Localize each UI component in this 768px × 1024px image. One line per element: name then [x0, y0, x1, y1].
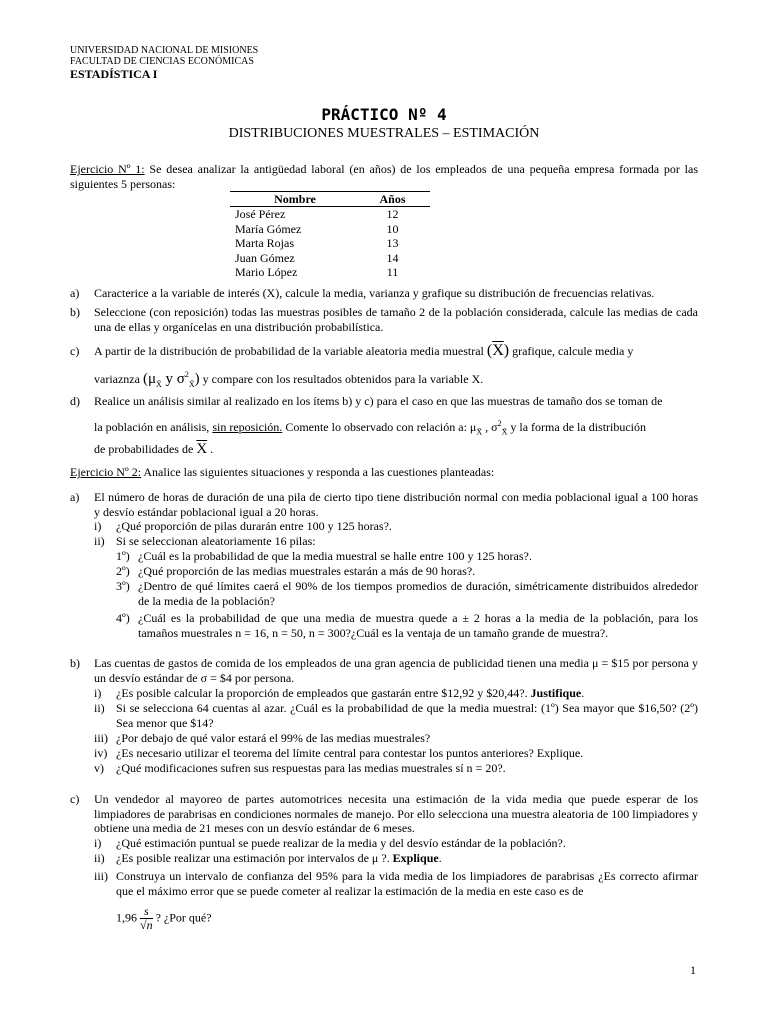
- ex2-c-iii-text: Construya un intervalo de confianza del 95% para la vida media de los limpiadores de parabrisas ¿Es correcto afirmar que el máximo error que se puede cometer al realizar la estimación de la media en este caso es de: [116, 869, 698, 898]
- table-row: [230, 236, 430, 251]
- item-b-text: Seleccione (con reposición) todas las muestras posibles de tamaño 2 de la población considerada, calcule las medias de cada una de ellas y organícelas en una distribución probabilística.: [94, 305, 698, 334]
- faculty-name: FACULTAD DE CIENCIAS ECONÓMICAS: [70, 56, 254, 67]
- item-c-line2: [94, 368, 698, 393]
- exercise-1-intro: [70, 162, 698, 191]
- xbar-symbol-2: $\overline{X}$: [196, 441, 208, 457]
- ex2-b-text: Las cuentas de gastos de comida de los empleados de una gran agencia de publicidad tienen una media μ = $15 por persona y un desvío estándar de σ = $4 por persona.: [94, 656, 698, 685]
- ex2-b-v-text: ¿Qué modificaciones sufren sus respuestas para las medias muestrales sí n = 20?.: [116, 761, 506, 775]
- item-c-text-3: variaznza: [94, 372, 140, 386]
- ex2-c-text: Un vendedor al mayoreo de partes automotrices necesita una estimación de la vida media que puede esperar de los limpiadores de parabrisas en condiciones normales de manejo. Por ello selecciona una muestra aleatoria de 100 limpiadores y obtiene una media de 21 meses con un desvío estándar de 6 meses.: [94, 792, 698, 835]
- ex2-a-ii-label: ii): [94, 534, 105, 548]
- item-c-text-4: y compare con los resultados obtenidos para la variable X.: [202, 372, 484, 386]
- item-d-text-6: de probabilidades de: [94, 442, 194, 456]
- column-header-years: Años: [355, 192, 430, 207]
- d-symbols: $\mu_{X̄}$ , $\sigma^2_{X̄}$: [469, 419, 508, 437]
- table-cell-name: María Gómez: [235, 221, 302, 236]
- formula-fraction: [140, 905, 153, 932]
- item-d-line1: Realice un análisis similar al realizado en los ítems b) y c) para el caso en que las muestras de tamaño dos se toman de: [94, 394, 663, 408]
- ex2-b-ii-label: ii): [94, 701, 105, 715]
- ex2-c-ii-line: ¿Es posible realizar una estimación por intervalos de μ ?. Explique.: [116, 851, 442, 865]
- ex2-a-sub4-text: ¿Cuál es la probabilidad de que una media de muestra quede a ± 2 horas a la media de la población, para los tamaños muestrales n = 16, n = 50, n = 300?¿Cuál es la ventaja de un tamaño grande de muestra?.: [138, 611, 698, 640]
- ex2-a-sub4-label: 4º): [116, 611, 130, 625]
- ex2-c-ii-bold: Explique: [392, 851, 439, 865]
- table-row: [230, 265, 430, 280]
- ex2-a-sub3-label: 3º): [116, 579, 130, 593]
- ex2-b-i-text: ¿Es posible calcular la proporción de empleados que gastarán entre $12,92 y $20,44?.: [116, 686, 528, 700]
- ex2-b-v-label: v): [94, 761, 104, 775]
- page-number: 1: [690, 963, 696, 977]
- ex2-a-sub3-text: ¿Dentro de qué límites caerá el 90% de los tiempos promedios de duración, simétricamente distribuidos alrededor de la media de la población?: [138, 579, 698, 608]
- ex2-b-iii-text: ¿Por debajo de qué valor estará el 99% de las medias muestrales?: [116, 731, 431, 745]
- exercise-1-text: Se desea analizar la antigüedad laboral (en años) de los empleados de una pequeña empresa formada por las siguientes 5 personas:: [70, 162, 698, 191]
- table-cell-name: Juan Gómez: [235, 250, 295, 265]
- ex2-a-sub1-label: 1º): [116, 549, 130, 563]
- ex2-b-ii-text: Si se selecciona 64 cuentas al azar. ¿Cuál es la probabilidad de que la media muestral: (1º) Sea mayor que $16,50? (2º) Sea menor que $14?: [116, 701, 698, 730]
- ex2-a-i-text: ¿Qué proporción de pilas durarán entre 100 y 125 horas?.: [116, 519, 392, 533]
- ex2-a-text: El número de horas de duración de una pila de cierto tipo tiene distribución normal con media poblacional igual a 100 horas y desvío estándar poblacional igual a 20 horas.: [94, 490, 698, 519]
- table-cell-name: Mario López: [235, 265, 298, 279]
- ex2-b-i-label: i): [94, 686, 102, 700]
- ex2-c-i-text: ¿Qué estimación puntual se puede realizar de la media y del desvío estándar de la población?.: [116, 836, 566, 850]
- ex2-a-ii-text: Si se seleccionan aleatoriamente 16 pilas:: [116, 534, 316, 548]
- table-cell-name: José Pérez: [235, 207, 286, 221]
- exercise-2-text: Analice las siguientes situaciones y responda a las cuestiones planteadas:: [141, 465, 495, 479]
- item-c-text-2: grafique, calcule media y: [512, 344, 634, 358]
- exercise-1-heading: Ejercicio Nº 1:: [70, 162, 145, 176]
- page-subtitle: DISTRIBUCIONES MUESTRALES – ESTIMACIÓN: [228, 126, 540, 141]
- ex2-b-iv-text: ¿Es necesario utilizar el teorema del límite central para contestar los puntos anteriores? Explique.: [116, 746, 584, 760]
- ex2-a-label: a): [70, 490, 80, 504]
- item-c-line1: [94, 344, 698, 359]
- table-cell-years: 11: [386, 265, 399, 279]
- xbar-symbol: $(\overline{X})$: [486, 342, 510, 359]
- ex2-c-label: c): [70, 792, 80, 806]
- page-title: PRÁCTICO Nº 4: [321, 105, 447, 124]
- item-c-label: c): [70, 344, 80, 358]
- table-row: [230, 222, 430, 237]
- item-d-text-4: Comente lo observado con relación a:: [285, 420, 467, 434]
- item-d-label: d): [70, 394, 80, 408]
- table-cell-years: 14: [386, 250, 399, 265]
- table-row: [230, 207, 430, 222]
- item-d-underlined: sin reposición.: [212, 420, 283, 434]
- formula-numerator: s: [140, 905, 153, 919]
- item-a-text: Caracterice a la variable de interés (X), calcule la media, varianza y grafique su distribución de frecuencias relativas.: [94, 286, 655, 300]
- course-name: ESTADÍSTICA I: [70, 67, 158, 81]
- item-d-text-5: y la forma de la distribución: [510, 420, 647, 434]
- item-d-line2: [94, 417, 698, 440]
- ex2-c-ii-text: ¿Es posible realizar una estimación por intervalos de μ ?.: [116, 851, 390, 865]
- table-cell-years: 13: [386, 236, 399, 250]
- formula-denominator: √n: [140, 918, 153, 932]
- ex2-a-sub2-label: 2º): [116, 564, 130, 578]
- document-header: [70, 45, 258, 81]
- ex2-b-iii-label: iii): [94, 731, 108, 745]
- ex2-b-iv-label: iv): [94, 746, 108, 760]
- table-header-row: [230, 192, 430, 207]
- item-d-text-2: la población en análisis,: [94, 420, 210, 434]
- ex2-a-sub1-text: ¿Cuál es la probabilidad de que la media muestral se halle entre 100 y 125 horas?.: [138, 549, 532, 563]
- formula-coefficient: 1,96: [116, 910, 137, 925]
- exercise-2-intro: [70, 465, 698, 480]
- ex2-b-label: b): [70, 656, 80, 670]
- formula-tail: ? ¿Por qué?: [152, 910, 212, 925]
- table-row: [230, 251, 430, 266]
- ex2-b-i-line: ¿Es posible calcular la proporción de empleados que gastarán entre $12,92 y $20,44?. Justifique.: [116, 686, 585, 700]
- exercise-2-heading: Ejercicio Nº 2:: [70, 465, 142, 479]
- table-cell-years: 12: [386, 207, 399, 221]
- mean-variance-symbol: ($\mu_{X̄}$ y $\sigma^2_{X̄}$): [142, 370, 200, 389]
- ex2-a-sub2-text: ¿Qué proporción de las medias muestrales estarán a más de 90 horas?.: [138, 564, 476, 578]
- ex2-a-i-label: i): [94, 519, 102, 533]
- item-a-label: a): [70, 286, 80, 300]
- university-name: UNIVERSIDAD NACIONAL DE MISIONES: [70, 45, 259, 56]
- employee-table: [230, 191, 430, 280]
- column-header-name: Nombre: [230, 192, 355, 207]
- table-cell-name: Marta Rojas: [235, 236, 294, 250]
- item-c-text-1: A partir de la distribución de probabilidad de la variable aleatoria media muestral: [94, 344, 484, 358]
- table-cell-years: 10: [386, 221, 399, 236]
- ex2-c-formula: [116, 905, 416, 932]
- ex2-c-ii-label: ii): [94, 851, 105, 865]
- item-d-line3: de probabilidades de $\overline{X}$ .: [94, 441, 214, 457]
- ex2-b-i-bold: Justifique: [530, 686, 582, 700]
- item-b-label: b): [70, 305, 80, 319]
- ex2-c-i-label: i): [94, 836, 102, 850]
- ex2-c-iii-label: iii): [94, 869, 108, 883]
